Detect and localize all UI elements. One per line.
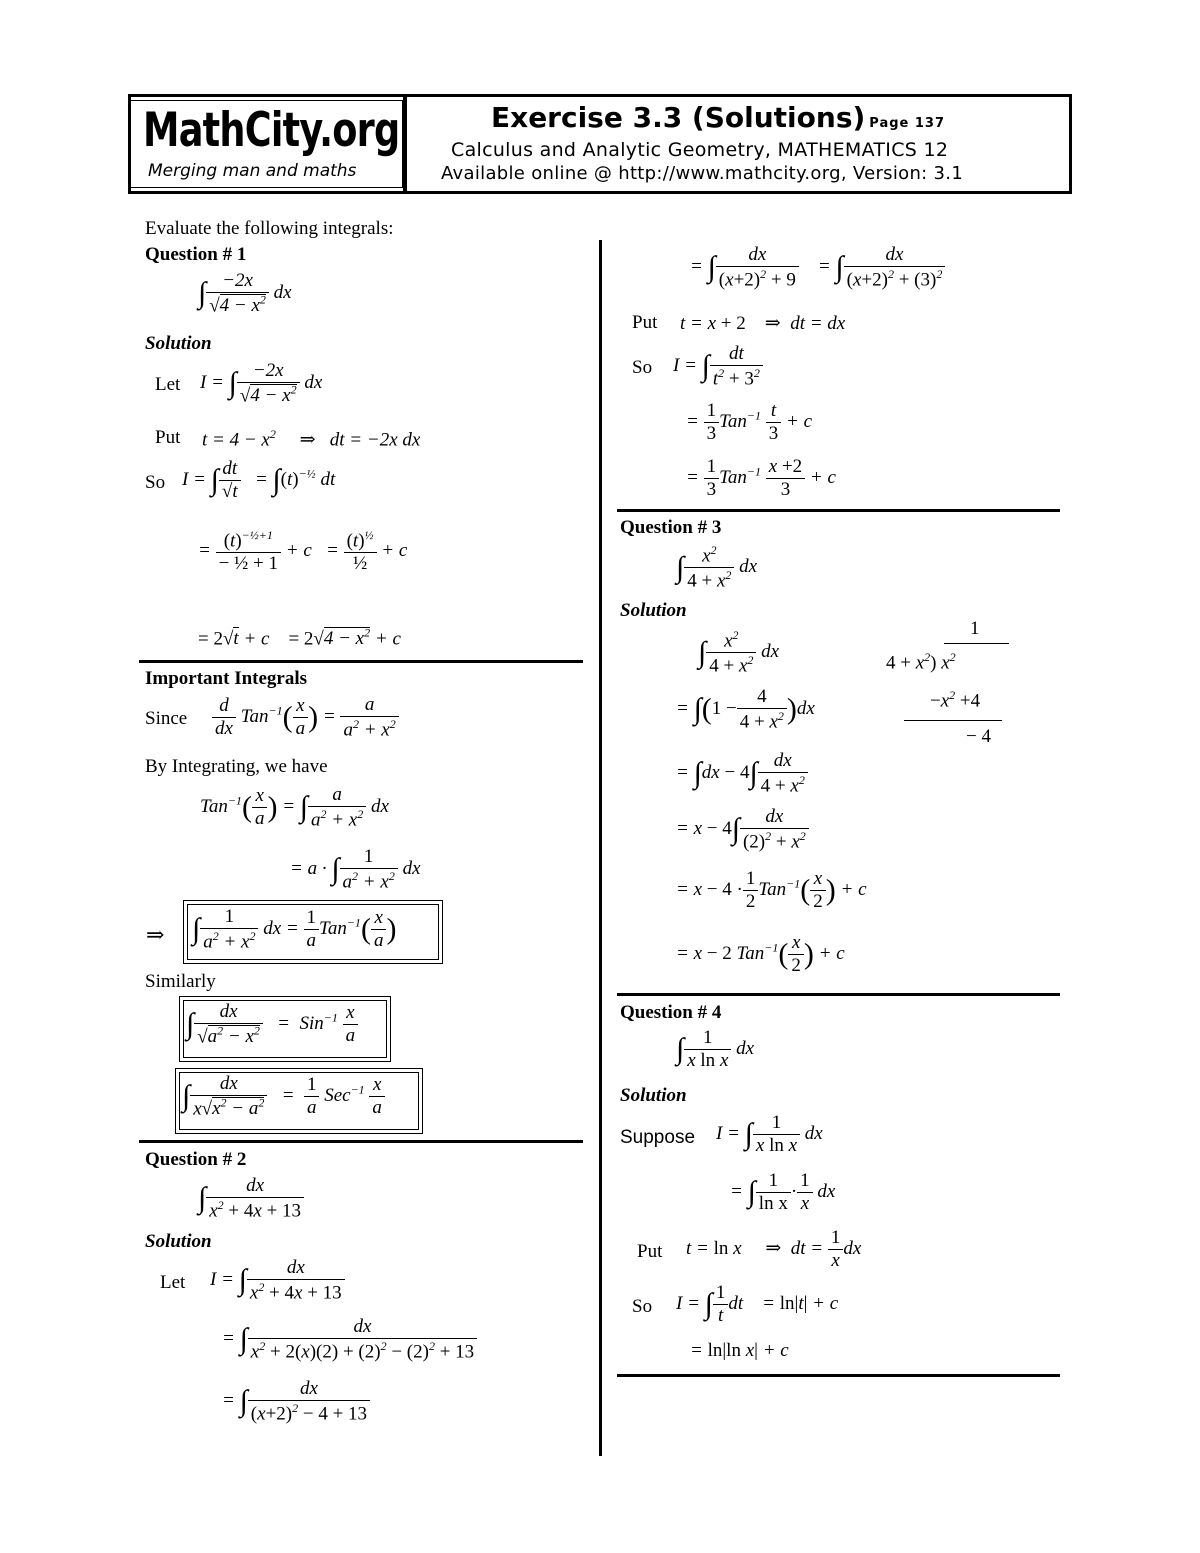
q4-substitution: t = ln x ⇒ dt = $\frac{1}{x}$ dx <box>686 1227 862 1271</box>
q2-so-expression: I = ∫ $\frac{dt}{t^2 + 3^2}$ <box>673 343 763 390</box>
site-logo[interactable]: MathCity.org <box>143 103 400 158</box>
section-rule <box>139 660 583 663</box>
section-rule <box>617 993 1060 996</box>
q3-step-division: = ∫(1 − $\frac{4}{4 + x^2}$ )dx <box>676 686 815 733</box>
derivative-arctan: $\frac{d}{dx}$ Tan$^{-1}$( $\frac{x}{a}$ ) = $\frac{a}{a^2 + x^2}$ <box>212 694 399 741</box>
book-subtitle: Calculus and Analytic Geometry, MATHEMATICS 12 <box>451 139 949 161</box>
q3-solution-label: Solution <box>620 600 687 621</box>
formula-arcsin: ∫ $\frac{dx}{√a^2 - x^2}$ = Sin$^{-1}$ $\frac{x}{a}$ <box>186 1001 358 1048</box>
q2-put: Put <box>632 312 658 333</box>
integral-arctan-2: = a · ∫ $\frac{1}{a^2 + x^2}$ dx <box>290 846 421 893</box>
q4-integral: ∫ $\frac{1}{\text{x ln x}}$ dx <box>676 1027 755 1071</box>
q1-let: Let <box>155 374 181 395</box>
q3-step-square: = x − 4∫ $\frac{dx}{(2)^2 + x^2}$ <box>676 806 809 853</box>
section-rule <box>617 509 1060 512</box>
q4-put: Put <box>637 1241 663 1262</box>
question-4-heading: Question # 4 <box>620 1002 722 1023</box>
q1-let-expression: I = ∫ $\frac{-2x}{√4 - x^2}$ dx <box>200 360 323 407</box>
q1-so-expression: I = ∫ $\frac{dt}{√t}$ = $\int(t)^{-\frac{1}{2}}$ dt <box>182 458 336 502</box>
q1-step-power: = $\frac{(t)^{-\frac{1}{2}+1}}{\text{− ½ + 1}}$ + c = $\frac{(t)^{\frac{1}{2}}}{\text{½}}$ + c <box>198 528 408 575</box>
exercise-title: Exercise 3.3 (Solutions) <box>491 101 866 134</box>
integral-arctan: Tan$^{-1}$( $\frac{x}{a}$ ) = ∫ $\frac{a}{a^2 + x^2}$ dx <box>200 784 389 831</box>
since-label: Since <box>145 708 188 729</box>
by-integrating-label: By Integrating, we have <box>145 756 328 777</box>
important-integrals-heading: Important Integrals <box>145 668 308 689</box>
q2-simplified: = ∫ $\frac{dx}{(x+2)^2 + 9}$ = ∫ $\frac{dx}{(x+2)^2 + (3)^2}$ <box>690 244 945 291</box>
q3-step-split: = ∫dx − 4∫ $\frac{dx}{4 + x^2}$ <box>676 750 808 797</box>
q4-step-split: = ∫ $\frac{1}{\text{ln x}}$ · $\frac{1}{x}$ dx <box>730 1170 836 1214</box>
q2-square-form: = ∫ $\frac{dx}{(x+2)^2 - 4 + 13}$ <box>222 1378 370 1425</box>
implies-arrow: ⇒ <box>146 922 165 947</box>
column-divider <box>599 240 602 1456</box>
logo-cell <box>131 97 406 191</box>
q4-suppose: Suppose <box>620 1127 696 1148</box>
q2-integral: ∫ $\frac{dx}{x^2 + 4x + 13}$ <box>198 1175 304 1222</box>
page-title <box>491 101 945 134</box>
q1-so: So <box>145 472 166 493</box>
q2-solution-label: Solution <box>145 1231 212 1252</box>
q2-complete-square: = ∫ $\frac{dx}{x^2 + 2(x)(2) + (2)^2 - (2)^2 + 13}$ <box>222 1316 477 1363</box>
q3-integral: ∫ $\frac{x^2}{4 + x^2}$ dx <box>676 543 758 592</box>
header-box <box>128 94 1072 194</box>
q3-step-arctan: = x − 4 · $\frac{1}{2}$ Tan$^{-1}$( $\frac{x}{2}$ ) + c <box>676 868 867 912</box>
q4-so: So <box>632 1296 653 1317</box>
q1-solution-label: Solution <box>145 333 212 354</box>
q1-integral: ∫ $\frac{-2x}{√4 - x^2}$ dx <box>198 270 292 317</box>
q4-suppose-expression: I = ∫ $\frac{1}{\text{x ln x}}$ dx <box>716 1112 823 1156</box>
tagline: Merging man and maths <box>148 161 357 181</box>
section-rule <box>139 1140 583 1143</box>
similarly-label: Similarly <box>145 971 216 992</box>
q3-integral-restated: ∫ $\frac{x^2}{4 + x^2}$ dx <box>698 628 780 677</box>
q2-substitution: t = x + 2 ⇒ dt = dx <box>680 313 846 334</box>
q4-solution-label: Solution <box>620 1085 687 1106</box>
question-3-heading: Question # 3 <box>620 517 722 538</box>
formula-arctan: ∫ $\frac{1}{a^2 + x^2}$ dx = $\frac{1}{a}$ Tan$^{-1}$( $\frac{x}{a}$ ) <box>192 906 397 953</box>
q2-step-arctan: = $\frac{1}{3}$ Tan$^{-1}$ $\frac{t}{3}$ + c <box>686 400 813 444</box>
q2-so: So <box>632 357 653 378</box>
q1-result: = 2√t + c = $2√4 - x^2 + c$ <box>198 626 401 650</box>
q1-substitution: $t = 4 - x^2$ ⇒ dt = −2x dx <box>202 427 421 451</box>
section-rule <box>617 1374 1060 1377</box>
q4-result: = ln|ln x| + c <box>690 1340 789 1361</box>
q1-put: Put <box>155 427 181 448</box>
q2-result: = $\frac{1}{3}$ Tan$^{-1}$ $\frac{x +2}{3}$ + c <box>686 456 836 500</box>
q2-let: Let <box>160 1272 186 1293</box>
intro-text: Evaluate the following integrals: <box>145 218 394 239</box>
formula-arcsec: ∫ $\frac{dx}{x√x^2 - a^2}$ = $\frac{1}{a}$ Sec$^{-1}$ $\frac{x}{a}$ <box>182 1073 385 1120</box>
title-cell <box>406 97 1070 191</box>
page-number: Page 137 <box>869 116 946 131</box>
question-2-heading: Question # 2 <box>145 1149 247 1170</box>
q4-so-expression: I = ∫ $\frac{1}{t}$ dt = ln|t| + c <box>676 1282 839 1326</box>
q2-let-expression: I = ∫ $\frac{dx}{x^2 + 4x + 13}$ <box>210 1257 345 1304</box>
q3-result: = x − 2 Tan$^{-1}$( $\frac{x}{2}$ ) + c <box>676 932 845 976</box>
question-1-heading: Question # 1 <box>145 244 247 265</box>
availability-line[interactable]: Available online @ http://www.mathcity.org, Version: 3.1 <box>441 163 964 184</box>
